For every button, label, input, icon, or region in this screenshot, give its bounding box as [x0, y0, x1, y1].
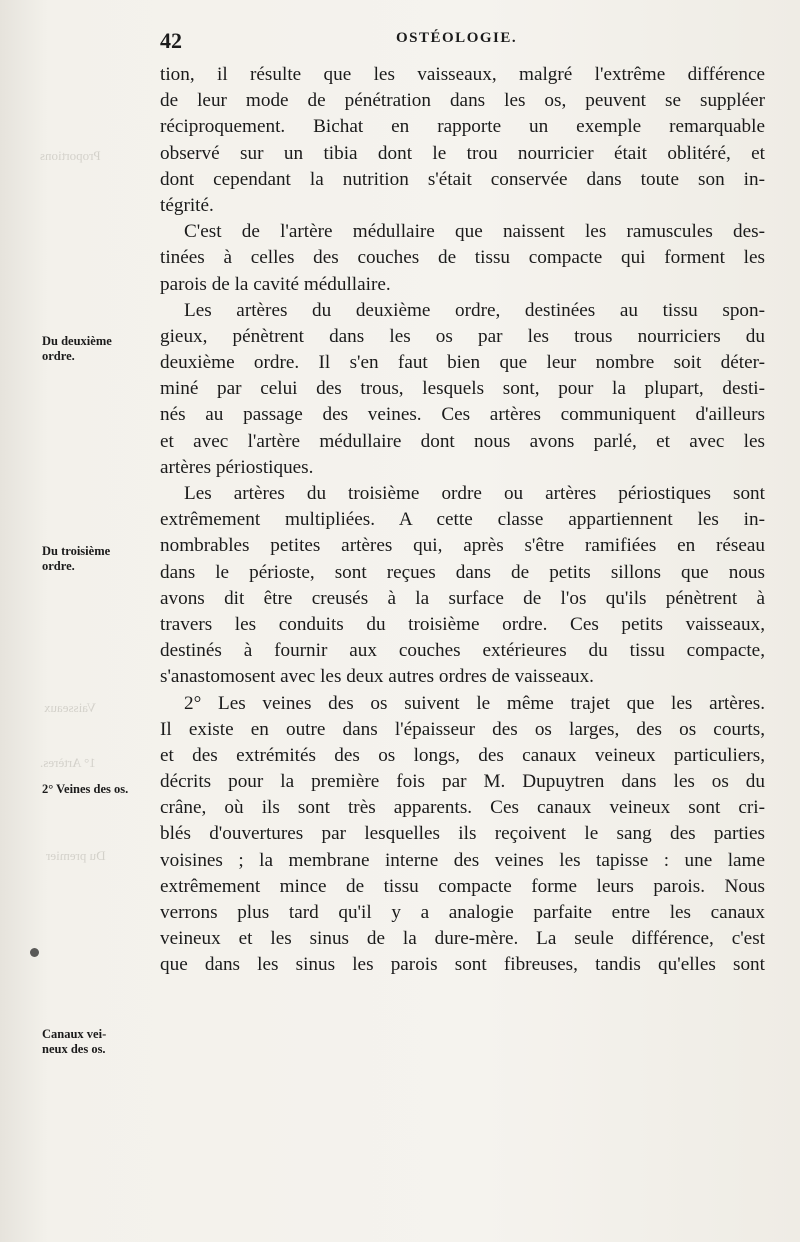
text-line: artères périostiques. [160, 456, 314, 478]
text-line: tion, il résulte que les vaisseaux, malgré l'extrême différence [160, 64, 765, 85]
text-line: extrêmement mince de tissu compacte forme leurs parois. Nous [160, 875, 765, 897]
text-line: de leur mode de pénétration dans les os, peuvent se suppléer [160, 90, 765, 112]
margin-note-line: ordre. [42, 349, 75, 363]
margin-note-line: ordre. [42, 559, 75, 573]
running-title: OSTÉOLOGIE. [396, 30, 518, 46]
text-line: Les artères du deuxième ordre, destinées au tissu spon- [184, 299, 765, 321]
text-line: avons dit être creusés à la surface de l'os qu'ils pénètrent à [160, 587, 765, 609]
body-text [160, 62, 765, 979]
text-line: dans le périoste, sont reçues dans de petits sillons que nous [160, 561, 765, 583]
text-line: réciproquement. Bichat en rapporte un exemple remarquable [160, 116, 765, 138]
text-line: tégrité. [160, 194, 214, 216]
margin-note-line: Du troisième [42, 544, 111, 558]
margin-note-deuxieme-ordre [42, 334, 156, 364]
text-line: verrons plus tard qu'il y a analogie parfaite entre les canaux [160, 902, 765, 923]
page-header [160, 28, 765, 62]
text-line: Il existe en outre dans l'épaisseur des os larges, des os courts, [160, 718, 765, 740]
margin-note-line: 2° Veines des os. [42, 782, 129, 796]
text-line: crâne, où ils sont très apparents. Ces canaux veineux sont cri- [160, 797, 765, 819]
text-line: Les artères du troisième ordre ou artères périostiques sont [184, 483, 765, 504]
margin-note-line: Canaux vei- [42, 1027, 107, 1041]
text-line: blés d'ouvertures par lesquelles ils reçoivent le sang des parties [160, 823, 765, 845]
text-line: parois de la cavité médullaire. [160, 273, 391, 295]
text-line: gieux, pénètrent dans les os par les trous nourriciers du [160, 325, 765, 347]
text-line: observé sur un tibia dont le trou nourricier était oblitéré, et [160, 142, 765, 164]
text-line: tinées à celles des couches de tissu compacte qui forment les [160, 247, 765, 269]
text-line: travers les conduits du troisième ordre. Ces petits vaisseaux, [160, 613, 765, 635]
text-line: nés au passage des veines. Ces artères communiquent d'ailleurs [160, 404, 765, 426]
text-line: extrêmement multipliées. A cette classe appartiennent les in- [160, 509, 765, 531]
text-line: veineux et les sinus de la dure-mère. La seule différence, c'est [160, 928, 765, 950]
margin-note-line: Du deuxième [42, 334, 112, 348]
text-line: décrits pour la première fois par M. Dupuytren dans les os du [160, 771, 765, 793]
text-line: s'anastomosent avec les deux autres ordres de vaisseaux. [160, 666, 594, 688]
margin-note-troisieme-ordre [42, 544, 156, 574]
bleed-through-text: Du premier [46, 848, 106, 863]
bleed-through-text: Vaisseaux [44, 700, 96, 715]
text-line: voisines ; la membrane interne des veines les tapisse : une lame [160, 849, 765, 871]
bleed-through-text: Proportions [40, 148, 101, 163]
page-number: 42 [160, 28, 182, 53]
text-line: et avec l'artère médullaire dont nous avons parlé, et avec les [160, 430, 765, 452]
margin-note-line: neux des os. [42, 1042, 106, 1056]
text-line: deuxième ordre. Il s'en faut bien que leur nombre soit déter- [160, 352, 765, 374]
text-line: que dans les sinus les parois sont fibreuses, tandis qu'elles sont [160, 954, 765, 976]
margin-note-veines [42, 782, 156, 797]
margin-note-canaux-veineux [42, 1027, 156, 1057]
bleed-through-text: 1° Artères. [40, 755, 96, 770]
text-line: dont cependant la nutrition s'était conservée dans toute son in- [160, 168, 765, 190]
ink-smudge [30, 948, 39, 957]
text-line: et des extrémités des os longs, des canaux veineux particuliers, [160, 744, 765, 766]
text-line: nombrables petites artères qui, après s'être ramifiées en réseau [160, 535, 765, 557]
text-line: 2° Les veines des os suivent le même trajet que les artères. [184, 692, 765, 714]
text-line: destinés à fournir aux couches extérieures du tissu compacte, [160, 640, 765, 662]
text-line: miné par celui des trous, lesquels sont, pour la plupart, desti- [160, 378, 765, 400]
text-line: C'est de l'artère médullaire que naissent les ramuscules des- [184, 221, 765, 243]
